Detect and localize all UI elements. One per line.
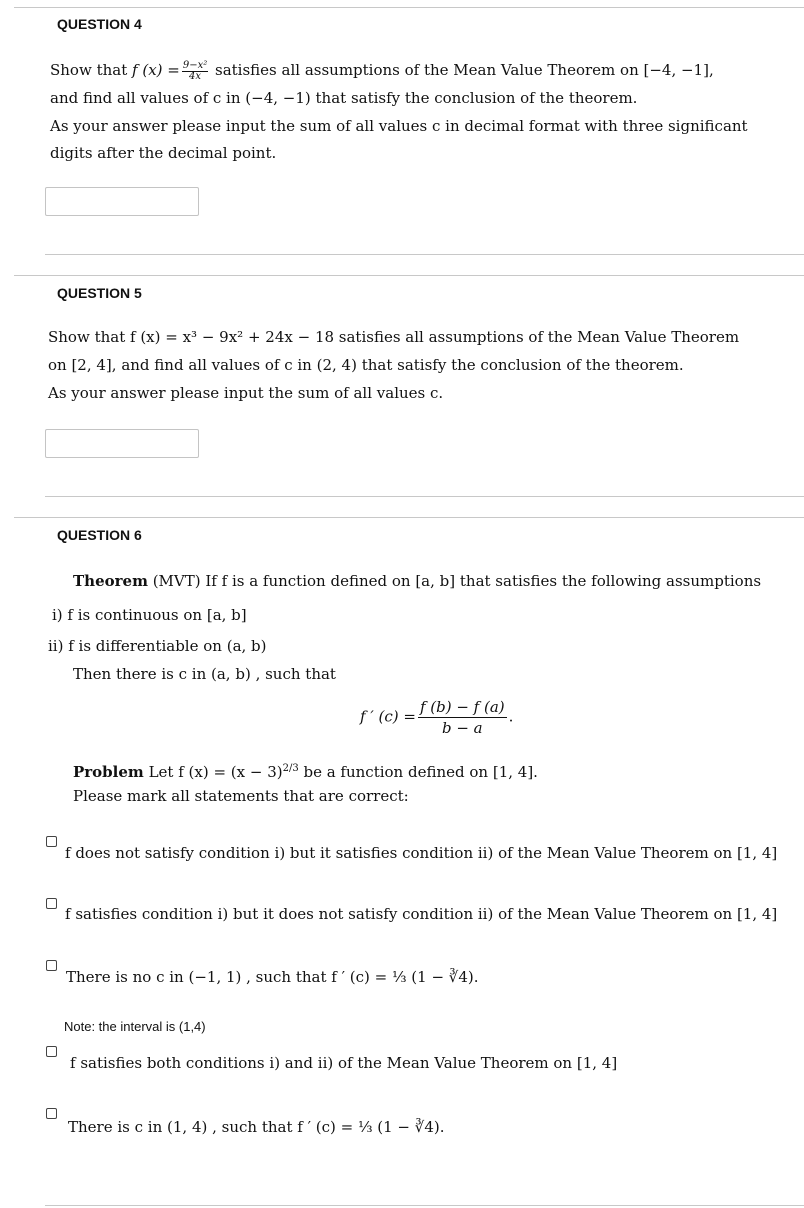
q5-line2: on [2, 4], and find all values of c in (2, 4) that satisfy the conclusion of the theorem. xyxy=(48,356,684,374)
option-3-note: Note: the interval is (1,4) xyxy=(64,1019,206,1034)
option-1-checkbox[interactable] xyxy=(46,836,57,847)
q4-answer-input[interactable] xyxy=(45,187,199,216)
q6-problem: Problem Let f $(x) = (x - 3)^{2/3}$ be a function defined on [1, 4]. xyxy=(73,763,538,781)
q4-line1: Show that f (x) = $\frac{\text{9−x²}}{4x}$ satisfies all assumptions of the Mean Value Theorem on [−4, −1], xyxy=(50,59,714,82)
option-5-checkbox[interactable] xyxy=(46,1108,57,1119)
q4-line2: and find all values of c in (−4, −1) that satisfy the conclusion of the theorem. xyxy=(50,89,638,107)
q5-line3: As your answer please input the sum of all values c. xyxy=(48,384,444,402)
q6-instruction: Please mark all statements that are correct: xyxy=(73,787,409,805)
q6-condition-2: ii) f is differentiable on (a, b) xyxy=(48,637,267,655)
q6-theorem: Theorem (MVT) If f is a function defined on [a, b] that satisfies the following assumptions xyxy=(73,572,762,590)
question-4-heading: QUESTION 4 xyxy=(57,16,142,32)
option-5-label: There is c in (1, 4) , such that f ′ (c) = ⅓ (1 − ∛4). xyxy=(68,1118,445,1136)
option-4-label: f satisfies both conditions i) and ii) of the Mean Value Theorem on [1, 4] xyxy=(70,1054,618,1072)
option-2-checkbox[interactable] xyxy=(46,898,57,909)
q4-bottom-divider xyxy=(45,254,804,255)
q6-mvt-formula: f ′ (c) = $\frac{f (b) - f (a)}{b - a}$ . xyxy=(360,698,514,737)
q4-line3: As your answer please input the sum of all values c in decimal format with three significant xyxy=(50,117,748,135)
option-3-checkbox[interactable] xyxy=(46,960,57,971)
q5-line1: Show that f (x) = x³ − 9x² + 24x − 18 satisfies all assumptions of the Mean Value Theorem xyxy=(48,328,740,346)
option-1-label: f does not satisfy condition i) but it satisfies condition ii) of the Mean Value Theorem on [1, 4] xyxy=(65,844,778,862)
top-divider xyxy=(14,7,804,8)
question-5-heading: QUESTION 5 xyxy=(57,285,142,301)
q4-fraction: $\frac{\text{9−x²}}{4x}$ xyxy=(182,59,208,82)
q6-then: Then there is c in (a, b) , such that xyxy=(73,665,336,683)
q6-top-divider xyxy=(14,517,804,518)
option-3-label: There is no c in (−1, 1) , such that f ′ (c) = ⅓ (1 − ∛4). xyxy=(66,968,479,986)
q6-condition-1: i) f is continuous on [a, b] xyxy=(52,606,247,624)
q5-bottom-divider xyxy=(45,496,804,497)
q5-answer-input[interactable] xyxy=(45,429,199,458)
option-4-checkbox[interactable] xyxy=(46,1046,57,1057)
option-2-label: f satisfies condition i) but it does not satisfy condition ii) of the Mean Value Theorem on [1, 4] xyxy=(65,905,778,923)
question-6-heading: QUESTION 6 xyxy=(57,527,142,543)
q5-top-divider xyxy=(14,275,804,276)
q4-line4: digits after the decimal point. xyxy=(50,144,277,162)
q6-bottom-divider xyxy=(45,1205,804,1206)
